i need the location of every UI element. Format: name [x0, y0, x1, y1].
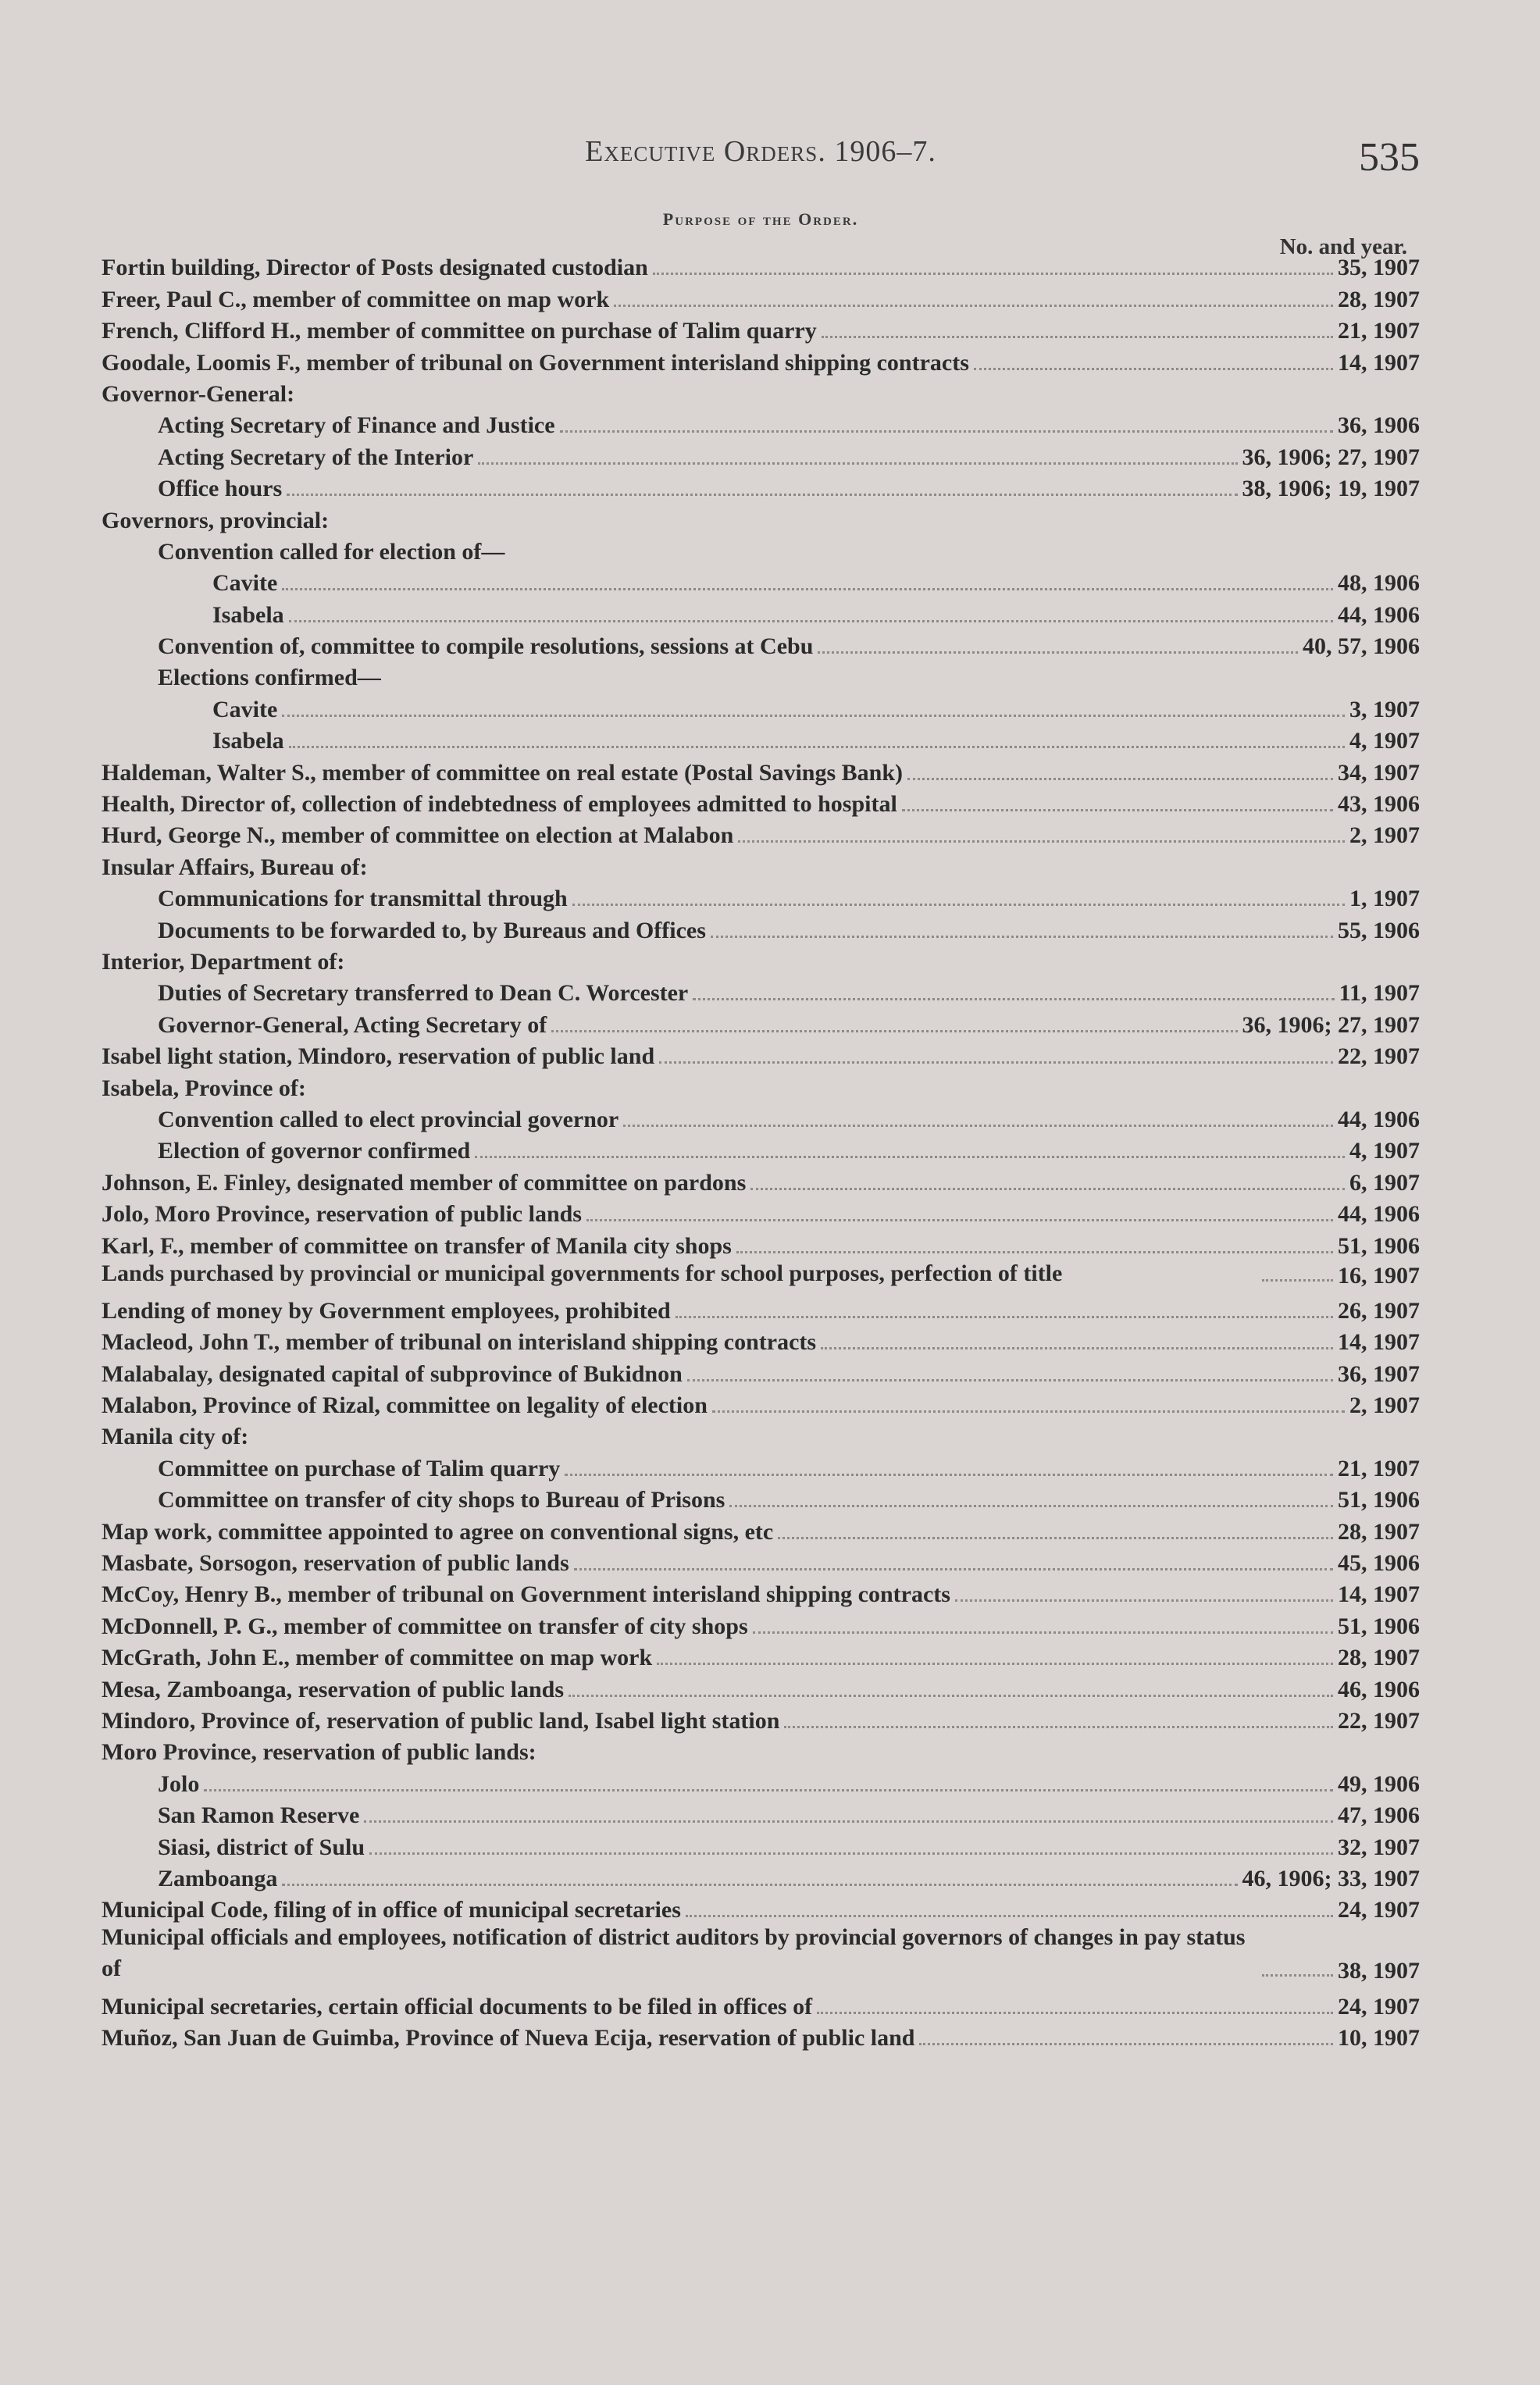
entry-order-number: 36, 1906: [1338, 412, 1420, 439]
entry-text: Election of governor confirmed: [158, 1138, 471, 1164]
dot-leader: [475, 1146, 1345, 1158]
dot-leader: [574, 1559, 1333, 1570]
dot-leader: [478, 453, 1237, 465]
entry-text: Convention called to elect provincial governor: [158, 1106, 619, 1132]
index-entry: [102, 1005, 1420, 1036]
index-entry: [102, 437, 1420, 469]
entry-text: Governors, provincial:: [102, 507, 330, 533]
entry-order-number: 43, 1906: [1338, 791, 1420, 818]
entry-text: Health, Director of, collection of indebtedness of employees admitted to hospital: [102, 791, 897, 818]
dot-leader: [1262, 1965, 1333, 1977]
entry-text: Freer, Paul C., member of committee on map work: [102, 286, 610, 312]
dot-leader: [653, 263, 1333, 275]
dot-leader: [817, 2002, 1333, 2014]
index-entry: [102, 690, 1420, 721]
entry-text: Goodale, Loomis F., member of tribunal on Government interisland shipping contracts: [102, 349, 969, 376]
entry-order-number: 40, 57, 1906: [1303, 633, 1420, 660]
purpose-heading: Purpose of the Order.: [662, 209, 859, 229]
entry-text: Committee on transfer of city shops to Bureau of Prisons: [158, 1487, 725, 1513]
page-number: 535: [1359, 135, 1420, 180]
dot-leader: [687, 1370, 1333, 1381]
index-entry: [102, 1037, 1420, 1068]
entry-text: Municipal Code, filing of in office of municipal secretaries: [102, 1897, 681, 1923]
index-subheading: [102, 847, 1420, 879]
dot-leader: [750, 1178, 1345, 1190]
dot-leader: [919, 2034, 1333, 2045]
entry-text: Masbate, Sorsogon, reservation of public lands: [102, 1550, 569, 1577]
page-header: [102, 134, 1420, 189]
entry-order-number: 36, 1906; 27, 1907: [1242, 1011, 1420, 1038]
dot-leader: [204, 1780, 1333, 1791]
index-entry: [102, 879, 1420, 911]
index-entry: [102, 1195, 1420, 1226]
dot-leader: [565, 1464, 1333, 1476]
dot-leader: [364, 1811, 1333, 1823]
entry-text: Malabalay, designated capital of subprovince of Bukidnon: [102, 1360, 683, 1387]
entry-text: Karl, F., member of committee on transfer of Manila city shops: [102, 1232, 732, 1259]
index-entry: [102, 1922, 1420, 1987]
index-entry: [102, 911, 1420, 942]
index-entry: [102, 1544, 1420, 1575]
entry-order-number: 2, 1907: [1349, 822, 1420, 849]
dot-leader: [659, 1052, 1333, 1064]
index-entry: [102, 1386, 1420, 1417]
entry-order-number: 2, 1907: [1349, 1392, 1420, 1419]
index-entry: [102, 974, 1420, 1005]
index-entries: [102, 248, 1420, 2050]
entry-order-number: 28, 1907: [1338, 286, 1420, 312]
entry-order-number: 32, 1907: [1338, 1834, 1420, 1860]
entry-text: Moro Province, reservation of public lands:: [102, 1739, 537, 1766]
entry-text: Siasi, district of Sulu: [158, 1834, 365, 1860]
entry-text: Haldeman, Walter S., member of committee on real estate (Postal Savings Bank): [102, 759, 904, 786]
entry-text: Jolo, Moro Province, reservation of public lands: [102, 1201, 582, 1228]
entry-order-number: 28, 1907: [1338, 1645, 1420, 1671]
entry-text: Macleod, John T., member of tribunal on interisland shipping contracts: [102, 1329, 817, 1356]
index-entry: [102, 1323, 1420, 1354]
index-entry: [102, 1226, 1420, 1257]
entry-text: Governor-General, Acting Secretary of: [158, 1011, 547, 1038]
entry-order-number: 14, 1907: [1338, 1329, 1420, 1356]
dot-leader: [955, 1590, 1333, 1602]
index-entry: [102, 343, 1420, 374]
index-entry: [102, 312, 1420, 343]
entry-order-number: 21, 1907: [1338, 1455, 1420, 1481]
index-entry: [102, 564, 1420, 595]
entry-text: Documents to be forwarded to, by Bureaus and Offices: [158, 917, 706, 943]
dot-leader: [821, 1338, 1333, 1349]
dot-leader: [569, 1685, 1333, 1697]
index-subheading: [102, 658, 1420, 690]
dot-leader: [676, 1307, 1333, 1318]
index-entry: [102, 1292, 1420, 1323]
entry-text: Manila city of:: [102, 1424, 249, 1450]
entry-text: Acting Secretary of the Interior: [158, 444, 474, 470]
entry-text: Cavite: [212, 570, 278, 597]
index-entry: [102, 1100, 1420, 1132]
dot-leader: [614, 295, 1333, 307]
dot-leader: [729, 1496, 1333, 1507]
entry-text: Insular Affairs, Bureau of:: [102, 854, 368, 880]
index-entry: [102, 722, 1420, 753]
column-heading: No. and year.: [1279, 234, 1407, 259]
dot-leader: [736, 1242, 1333, 1253]
index-entry: [102, 1859, 1420, 1891]
index-entry: [102, 816, 1420, 847]
index-entry: [102, 1827, 1420, 1859]
dot-leader: [907, 768, 1333, 780]
index-subheading: [102, 533, 1420, 564]
entry-order-number: 16, 1907: [1338, 1262, 1420, 1289]
index-entry: [102, 469, 1420, 501]
dot-leader: [287, 484, 1237, 496]
index-entry: [102, 595, 1420, 626]
entry-order-number: 14, 1907: [1338, 349, 1420, 376]
entry-text: McDonnell, P. G., member of committee on transfer of city shops: [102, 1613, 748, 1639]
entry-order-number: 45, 1906: [1338, 1550, 1420, 1577]
index-entry: [102, 785, 1420, 816]
entry-text: Interior, Department of:: [102, 948, 345, 975]
entry-text: Municipal officials and employees, notification of district auditors by provincial governors of changes in pay status of: [102, 1924, 1246, 1982]
entry-text: French, Clifford H., member of committee on purchase of Talim quarry: [102, 318, 817, 344]
dot-leader: [822, 326, 1333, 338]
dot-leader: [902, 800, 1333, 811]
dot-leader: [623, 1115, 1333, 1127]
entry-order-number: 46, 1906; 33, 1907: [1242, 1865, 1420, 1891]
entry-text: Communications for transmittal through: [158, 886, 568, 912]
entry-order-number: 26, 1907: [1338, 1297, 1420, 1324]
dot-leader: [282, 1874, 1237, 1886]
index-subheading: [102, 1068, 1420, 1100]
entry-order-number: 49, 1906: [1338, 1770, 1420, 1797]
index-entry: [102, 1449, 1420, 1480]
entry-text: Governor-General:: [102, 380, 295, 407]
index-entry: [102, 1575, 1420, 1606]
entry-order-number: 51, 1906: [1338, 1232, 1420, 1259]
index-entry: [102, 1638, 1420, 1670]
dot-leader: [738, 831, 1345, 843]
entry-text: Duties of Secretary transferred to Dean C. Worcester: [158, 980, 689, 1007]
index-subheading: [102, 1417, 1420, 1449]
entry-text: McCoy, Henry B., member of tribunal on Government interisland shipping contracts: [102, 1581, 950, 1608]
entry-text: Municipal secretaries, certain official documents to be filed in offices of: [102, 1993, 813, 2020]
entry-order-number: 21, 1907: [1338, 318, 1420, 344]
dot-leader: [818, 642, 1298, 654]
index-subheading: [102, 375, 1420, 406]
dot-leader: [289, 736, 1345, 748]
entry-order-number: 38, 1907: [1338, 1958, 1420, 1984]
dot-leader: [693, 989, 1334, 1000]
index-entry: [102, 248, 1420, 280]
entry-order-number: 3, 1907: [1349, 696, 1420, 722]
dot-leader: [686, 1906, 1333, 1917]
entry-text: Lending of money by Government employees, prohibited: [102, 1297, 671, 1324]
index-entry: [102, 753, 1420, 784]
entry-order-number: 46, 1906: [1338, 1676, 1420, 1702]
index-subheading: [102, 943, 1420, 974]
entry-order-number: 55, 1906: [1338, 917, 1420, 943]
dot-leader: [711, 926, 1333, 938]
entry-text: Isabel light station, Mindoro, reservation of public land: [102, 1043, 655, 1070]
entry-order-number: 36, 1906; 27, 1907: [1242, 444, 1420, 470]
entry-text: McGrath, John E., member of committee on map work: [102, 1645, 653, 1671]
dot-leader: [974, 358, 1333, 370]
index-entry: [102, 1512, 1420, 1543]
index-entry: [102, 280, 1420, 311]
index-entry: [102, 1702, 1420, 1733]
index-entry: [102, 1670, 1420, 1701]
entry-order-number: 28, 1907: [1338, 1518, 1420, 1545]
entry-text: Acting Secretary of Finance and Justice: [158, 412, 555, 439]
dot-leader: [551, 1021, 1237, 1032]
dot-leader: [572, 894, 1345, 906]
index-entry: [102, 627, 1420, 658]
entry-text: Isabela: [212, 601, 284, 628]
entry-order-number: 24, 1907: [1338, 1993, 1420, 2020]
entry-text: Mindoro, Province of, reservation of public land, Isabel light station: [102, 1707, 780, 1734]
dot-leader: [712, 1401, 1345, 1413]
entry-order-number: 22, 1907: [1338, 1043, 1420, 1070]
index-entry: [102, 1481, 1420, 1512]
entry-order-number: 1, 1907: [1349, 886, 1420, 912]
entry-order-number: 35, 1907: [1338, 255, 1420, 281]
entry-order-number: 38, 1906; 19, 1907: [1242, 476, 1420, 502]
entry-order-number: 11, 1907: [1339, 980, 1420, 1007]
entry-order-number: 34, 1907: [1338, 759, 1420, 786]
entry-order-number: 51, 1906: [1338, 1613, 1420, 1639]
index-entry: [102, 1258, 1420, 1292]
index-entry: [102, 1132, 1420, 1163]
dot-leader: [1262, 1270, 1333, 1282]
entry-text: Isabela: [212, 728, 284, 754]
index-subheading: [102, 1733, 1420, 1764]
index-subheading: [102, 501, 1420, 532]
entry-text: Muñoz, San Juan de Guimba, Province of Nueva Ecija, reservation of public land: [102, 2025, 915, 2052]
dot-leader: [753, 1622, 1333, 1634]
index-entry: [102, 406, 1420, 437]
entry-text: Fortin building, Director of Posts designated custodian: [102, 255, 648, 281]
entry-order-number: 44, 1906: [1338, 1106, 1420, 1132]
running-head: Executive Orders. 1906–7.: [585, 135, 936, 168]
entry-order-number: 47, 1906: [1338, 1802, 1420, 1829]
entry-order-number: 24, 1907: [1338, 1897, 1420, 1923]
entry-order-number: 22, 1907: [1338, 1707, 1420, 1734]
entry-text: Isabela, Province of:: [102, 1075, 306, 1101]
index-entry: [102, 1987, 1420, 2018]
entry-text: Committee on purchase of Talim quarry: [158, 1455, 561, 1481]
entry-order-number: 10, 1907: [1338, 2025, 1420, 2052]
dot-leader: [282, 579, 1333, 590]
index-entry: [102, 1891, 1420, 1922]
entry-text: Elections confirmed—: [158, 665, 381, 691]
dot-leader: [784, 1717, 1333, 1728]
entry-order-number: 36, 1907: [1338, 1360, 1420, 1387]
dot-leader: [778, 1528, 1333, 1539]
entry-order-number: 44, 1906: [1338, 1201, 1420, 1228]
entry-text: Zamboanga: [158, 1865, 278, 1891]
entry-order-number: 4, 1907: [1349, 1138, 1420, 1164]
dot-leader: [560, 421, 1333, 433]
entry-text: Cavite: [212, 696, 278, 722]
entry-text: Mesa, Zamboanga, reservation of public lands: [102, 1676, 564, 1702]
index-entry: [102, 1606, 1420, 1638]
entry-text: Map work, committee appointed to agree on conventional signs, etc: [102, 1518, 774, 1545]
dot-leader: [369, 1843, 1333, 1855]
index-entry: [102, 1163, 1420, 1194]
entry-text: Johnson, E. Finley, designated member of committee on pardons: [102, 1169, 747, 1196]
entry-text: Malabon, Province of Rizal, committee on legality of election: [102, 1392, 708, 1419]
dot-leader: [289, 611, 1333, 622]
dot-leader: [586, 1210, 1333, 1221]
entry-order-number: 51, 1906: [1338, 1487, 1420, 1513]
index-entry: [102, 1354, 1420, 1385]
entry-text: Hurd, George N., member of committee on election at Malabon: [102, 822, 734, 849]
entry-order-number: 14, 1907: [1338, 1581, 1420, 1608]
entry-order-number: 48, 1906: [1338, 570, 1420, 597]
entry-order-number: 4, 1907: [1349, 728, 1420, 754]
entry-text: Office hours: [158, 476, 283, 502]
index-entry: [102, 1764, 1420, 1795]
index-entry: [102, 1796, 1420, 1827]
dot-leader: [657, 1653, 1333, 1665]
entry-text: Jolo: [158, 1770, 200, 1797]
entry-text: Convention called for election of—: [158, 538, 505, 565]
entry-text: Lands purchased by provincial or municipal governments for school purposes, perfection of title: [102, 1260, 1063, 1286]
entry-text: San Ramon Reserve: [158, 1802, 360, 1829]
entry-text: Convention of, committee to compile resolutions, sessions at Cebu: [158, 633, 814, 660]
index-entry: [102, 2019, 1420, 2050]
entry-order-number: 6, 1907: [1349, 1169, 1420, 1196]
dot-leader: [282, 705, 1345, 717]
entry-order-number: 44, 1906: [1338, 601, 1420, 628]
